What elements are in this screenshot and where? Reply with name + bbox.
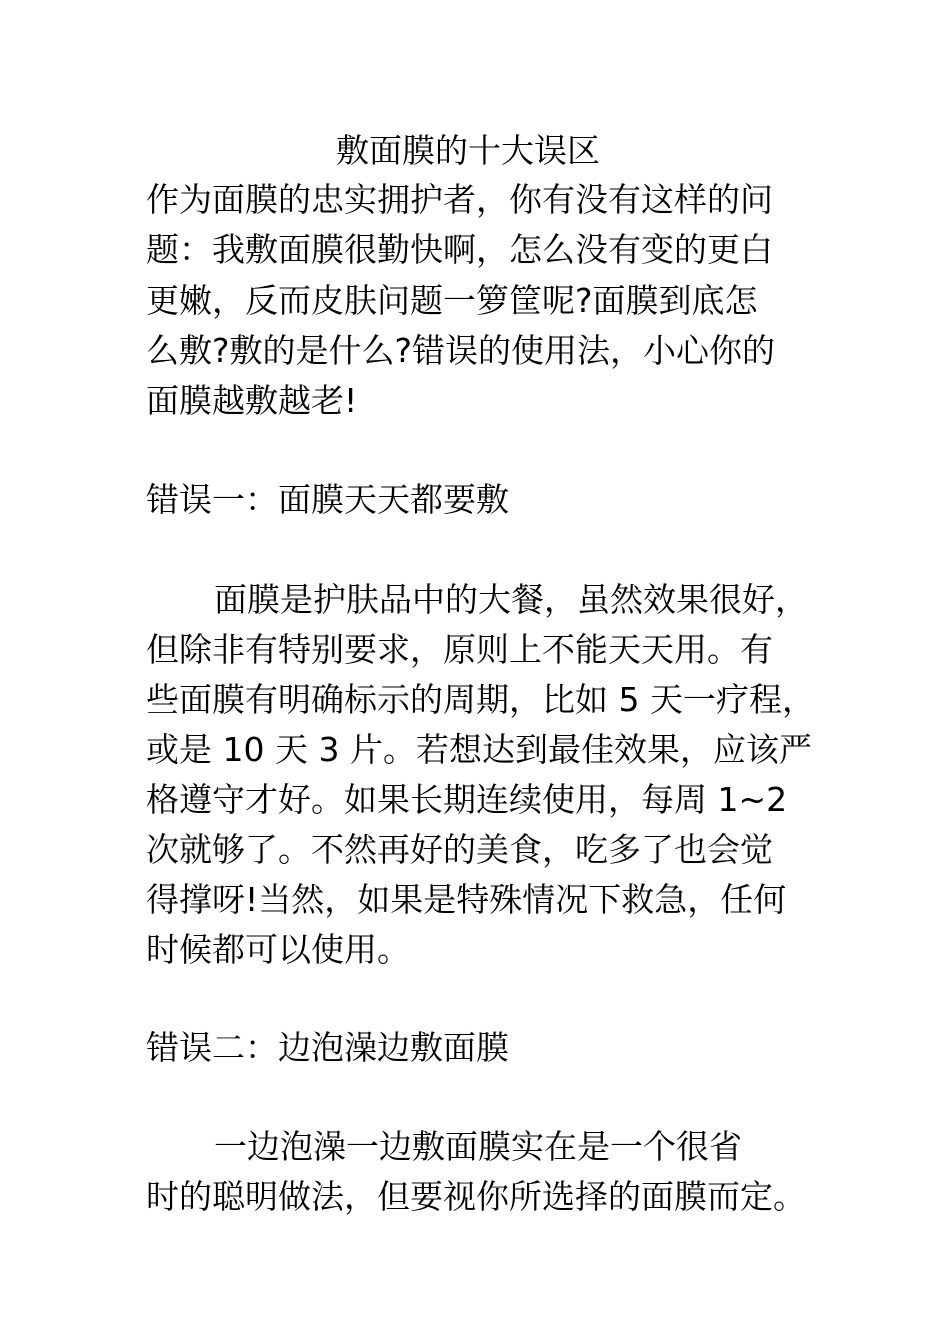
- section1-line: 些面膜有明确标示的周期，比如 5 天一疗程，: [146, 680, 815, 719]
- section2-line: 时的聪明做法，但要视你所选择的面膜而定。: [146, 1177, 806, 1216]
- section1-line: 但除非有特别要求，原则上不能天天用。有: [146, 630, 773, 669]
- section1-line: 次就够了。不然再好的美食，吃多了也会觉: [146, 830, 773, 869]
- section-heading-mistake-1: 错误一：面膜天天都要敷: [146, 480, 509, 519]
- section1-line: 或是 10 天 3 片。若想达到最佳效果，应该严: [146, 730, 812, 769]
- intro-line: 面膜越敷越老!: [146, 381, 358, 420]
- intro-line: 作为面膜的忠实拥护者，你有没有这样的问: [146, 180, 773, 219]
- section-heading-mistake-2: 错误二：边泡澡边敷面膜: [146, 1028, 509, 1067]
- intro-line: 么敷?敷的是什么?错误的使用法，小心你的: [146, 331, 776, 370]
- section1-line: 时候都可以使用。: [146, 930, 410, 969]
- section1-line: 格遵守才好。如果长期连续使用，每周 1~2: [146, 780, 788, 819]
- intro-line: 题：我敷面膜很勤快啊，怎么没有变的更白: [146, 230, 773, 269]
- section2-line: 一边泡澡一边敷面膜实在是一个很省: [214, 1127, 742, 1166]
- section1-line: 面膜是护肤品中的大餐，虽然效果很好，: [214, 580, 808, 619]
- document-title: 敷面膜的十大误区: [336, 131, 600, 170]
- intro-line: 更嫩，反而皮肤问题一箩筐呢?面膜到底怎: [146, 281, 758, 320]
- section1-line: 得撑呀!当然，如果是特殊情况下救急，任何: [146, 880, 787, 919]
